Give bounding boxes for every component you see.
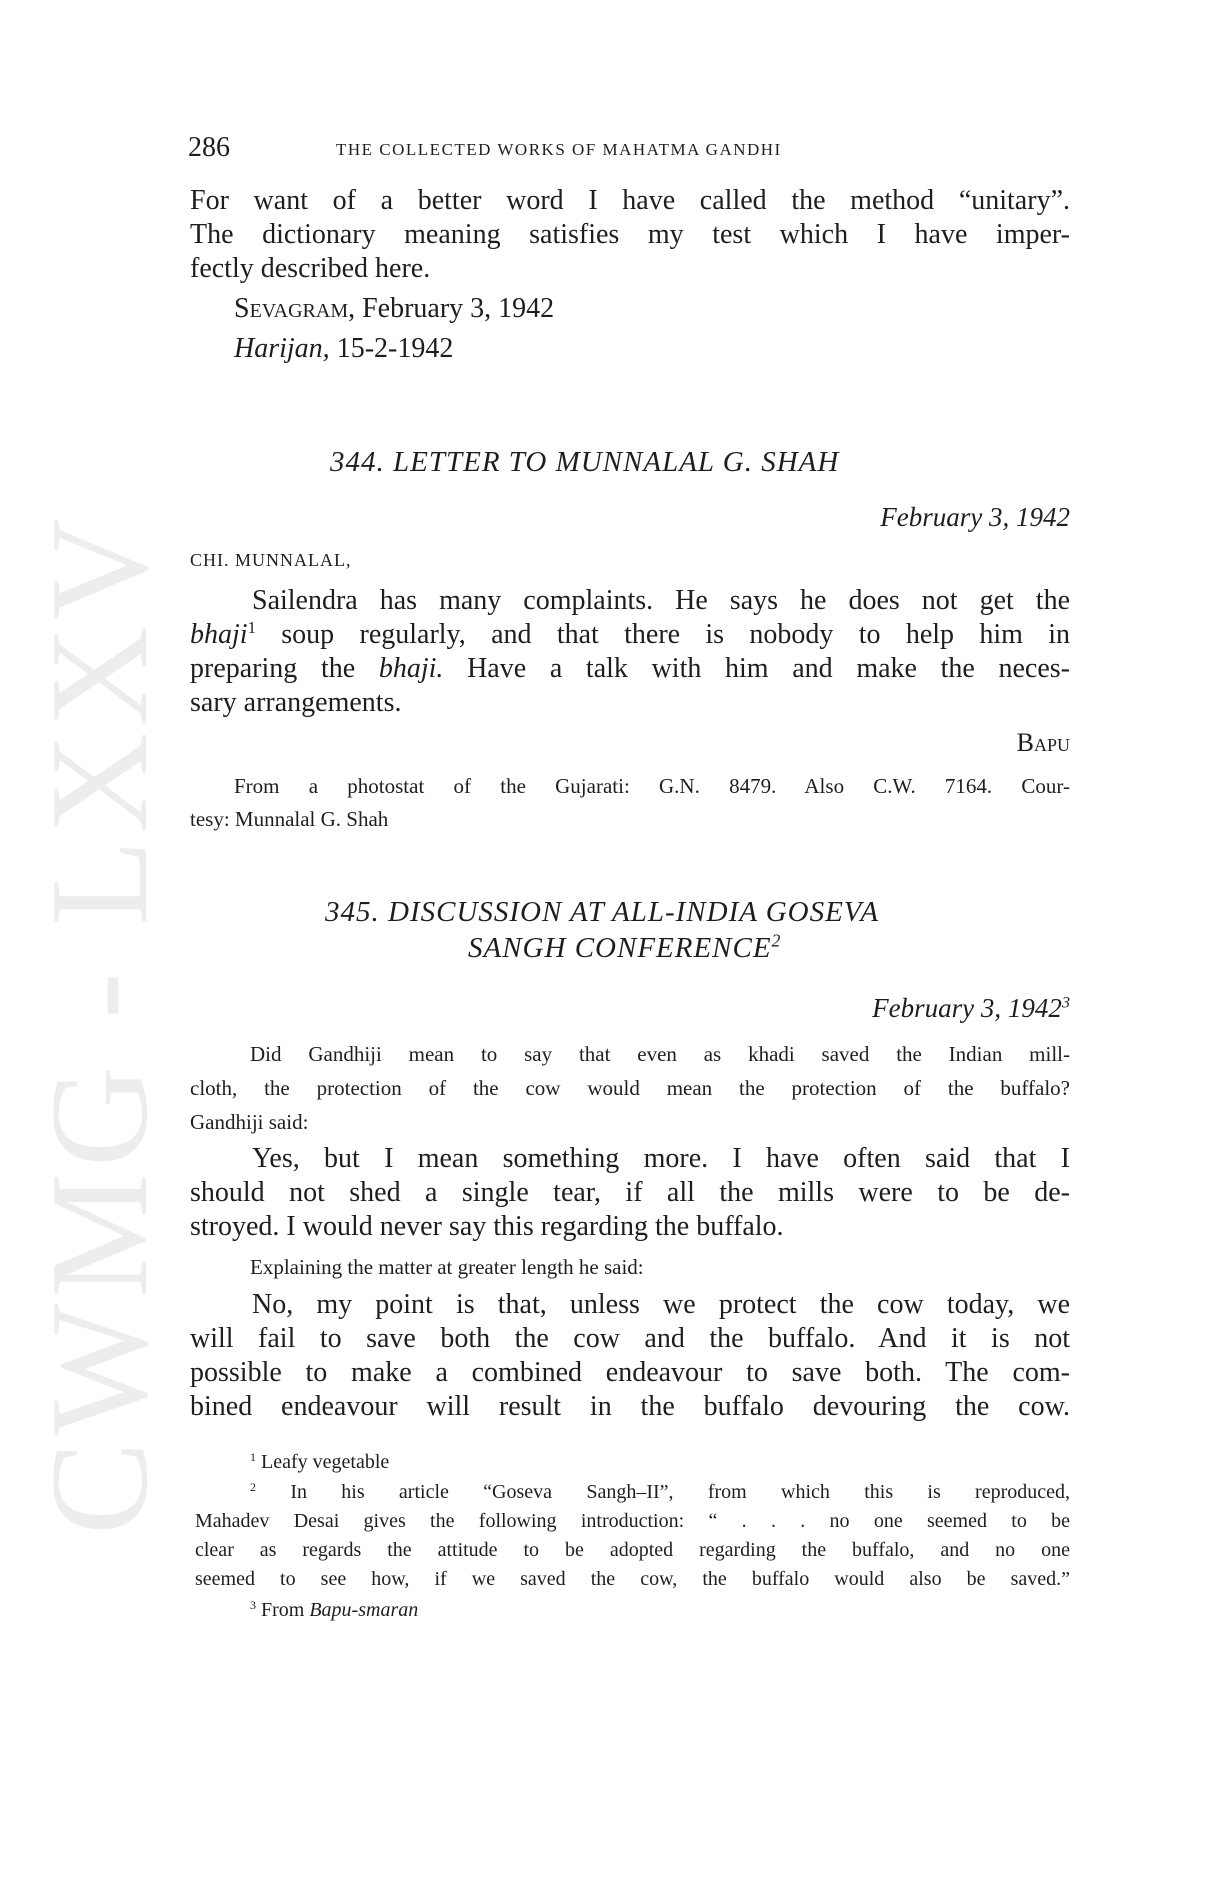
dateline-place: Sevagram, bbox=[234, 293, 356, 324]
page-number: 286 bbox=[188, 132, 230, 163]
source-date: 15-2-1942 bbox=[336, 333, 454, 364]
date-345 bbox=[872, 993, 1070, 1024]
question-line-3: Gandhiji said: bbox=[190, 1110, 309, 1134]
source-344-line-1: From a photostat of the Gujarati: G.N. 8479. Also C.W. 7164. Cour- bbox=[234, 774, 1070, 798]
footnote-3 bbox=[250, 1596, 418, 1625]
footnote-ref-1: 1 bbox=[247, 617, 256, 637]
letter-line-2 bbox=[190, 618, 1070, 652]
source-344-line-2: tesy: Munnalal G. Shah bbox=[190, 807, 389, 831]
prev-line-3: fectly described here. bbox=[190, 253, 431, 284]
point-line-2: will fail to save both the cow and the buffalo. And it is not bbox=[190, 1323, 1070, 1354]
date-344: February 3, 1942 bbox=[880, 502, 1070, 532]
dateline-date: February 3, 1942 bbox=[362, 293, 555, 324]
letter-line-3-b: Have a talk with him and make the neces- bbox=[467, 653, 1071, 684]
signature: Bapu bbox=[1016, 728, 1070, 757]
prev-line-2: The dictionary meaning satisfies my test which I have imper- bbox=[190, 219, 1070, 250]
point-line-3: possible to make a combined endeavour to save both. The com- bbox=[190, 1357, 1070, 1388]
footnote-1 bbox=[250, 1448, 389, 1477]
watermark: CWMG - LXXV bbox=[22, 512, 177, 1535]
footnote-2-line-1 bbox=[250, 1478, 1070, 1507]
running-title: THE COLLECTED WORKS OF MAHATMA GANDHI bbox=[336, 140, 782, 159]
letter-line-4: sary arrangements. bbox=[190, 687, 402, 718]
footnote-3-number: 3 bbox=[250, 1597, 256, 1612]
answer-line-3: stroyed. I would never say this regarding the buffalo. bbox=[190, 1211, 784, 1242]
date-345-text: February 3, 1942 bbox=[872, 993, 1062, 1023]
prev-line-1: For want of a better word I have called the method “unitary”. bbox=[190, 185, 1070, 216]
salutation: CHI. MUNNALAL, bbox=[190, 550, 352, 570]
question-line-2: cloth, the protection of the cow would mean the protection of the buffalo? bbox=[190, 1076, 1070, 1100]
footnote-3-title: Bapu-smaran bbox=[309, 1599, 419, 1621]
footnote-3-prefix: From bbox=[261, 1599, 305, 1621]
dateline bbox=[234, 292, 554, 326]
point-line-1: No, my point is that, unless we protect the cow today, we bbox=[252, 1289, 1070, 1320]
footnote-2-line-1-text: In his article “Goseva Sangh–II”, from which this is reproduced, bbox=[290, 1481, 1070, 1503]
heading-345-line-1: 345. DISCUSSION AT ALL-INDIA GOSEVA bbox=[325, 896, 880, 928]
footnote-1-text: Leafy vegetable bbox=[261, 1451, 390, 1473]
answer-line-1: Yes, but I mean something more. I have often said that I bbox=[252, 1143, 1070, 1174]
footnote-ref-2: 2 bbox=[771, 930, 782, 951]
footnote-2-number: 2 bbox=[250, 1479, 256, 1494]
letter-line-2-rest: soup regularly, and that there is nobody to help him in bbox=[281, 619, 1071, 650]
heading-344: 344. LETTER TO MUNNALAL G. SHAH bbox=[330, 446, 840, 478]
question-line-1: Did Gandhiji mean to say that even as khadi saved the Indian mill- bbox=[250, 1042, 1070, 1066]
footnote-2-line-3: clear as regards the attitude to be adopted regarding the buffalo, and no one bbox=[195, 1539, 1070, 1561]
term-bhaji: bhaji bbox=[190, 619, 248, 650]
explaining-line: Explaining the matter at greater length he said: bbox=[250, 1255, 644, 1279]
footnote-2-line-2: Mahadev Desai gives the following introduction: “ . . . no one seemed to be bbox=[195, 1510, 1070, 1532]
heading-345-line-2 bbox=[468, 932, 781, 965]
source-line bbox=[234, 332, 453, 366]
term-bhaji-2: bhaji. bbox=[378, 653, 444, 684]
footnote-1-number: 1 bbox=[250, 1449, 256, 1464]
answer-line-2: should not shed a single tear, if all the mills were to be de- bbox=[190, 1177, 1070, 1208]
footnote-2-line-4: seemed to see how, if we saved the cow, the buffalo would also be saved.” bbox=[195, 1568, 1070, 1590]
letter-line-1: Sailendra has many complaints. He says he does not get the bbox=[252, 585, 1070, 616]
heading-345-text: SANGH CONFERENCE bbox=[468, 932, 772, 964]
letter-line-3 bbox=[190, 652, 1070, 686]
letter-line-3-a: preparing the bbox=[190, 653, 356, 684]
page-header bbox=[188, 132, 1068, 168]
point-line-4: bined endeavour will result in the buffalo devouring the cow. bbox=[190, 1391, 1070, 1422]
source-title: Harijan, bbox=[234, 333, 330, 364]
footnote-ref-3: 3 bbox=[1061, 993, 1070, 1012]
